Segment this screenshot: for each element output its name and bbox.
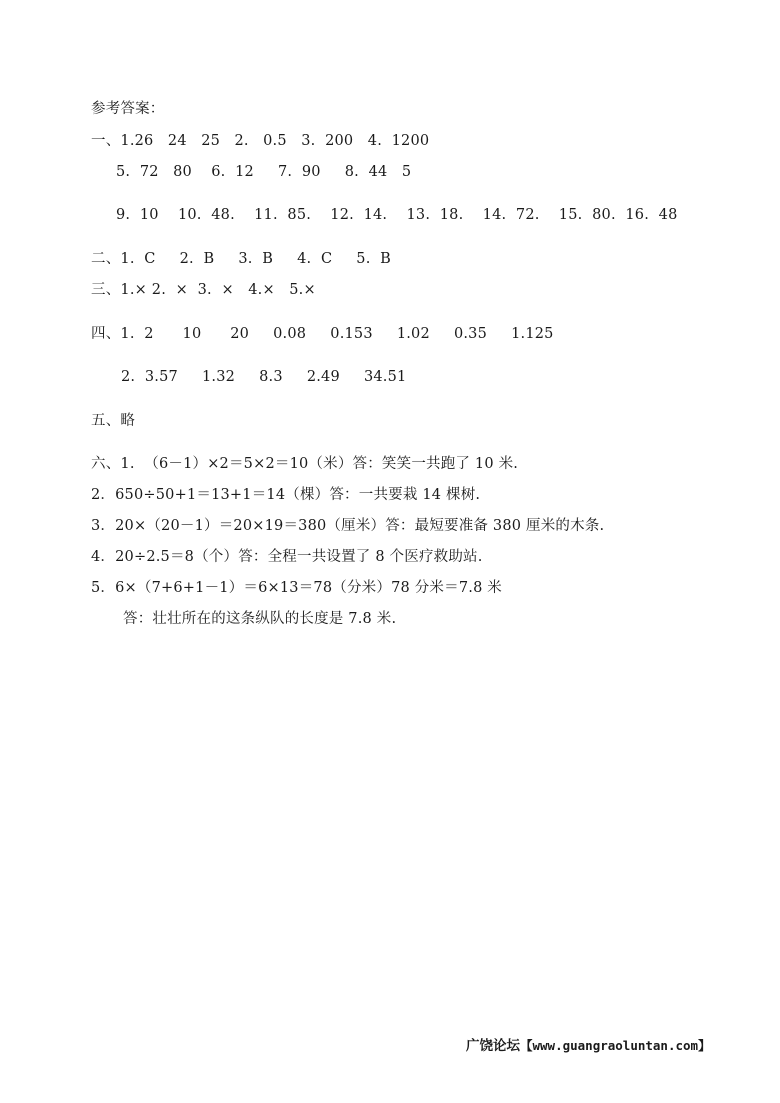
answer-key-heading: 参考答案： (91, 101, 165, 117)
section-5-answer: 五、略 (91, 413, 136, 429)
section-4-row-1: 四、1. 2 10 20 0.08 0.153 1.02 0.35 1.125 (91, 326, 554, 342)
section-6-question-2: 2．650÷50+1＝13+1＝14（棵）答：一共要栽 14 棵树. (91, 487, 481, 503)
section-2-answers: 二、1. C 2. B 3. B 4. C 5. B (91, 251, 392, 267)
footer-url: 【www.guangraoluntan.com】 (520, 1038, 711, 1053)
section-6-question-1: 六、1. （6－1）×2＝5×2＝10（米）答：笑笑一共跑了 10 米. (91, 456, 519, 472)
section-1-row-2: 5. 72 80 6. 12 7. 90 8. 44 5 (116, 164, 412, 180)
section-6-question-3: 3．20×（20－1）＝20×19＝380（厘米）答：最短要准备 380 厘米的木条. (91, 518, 605, 534)
section-3-answers: 三、1.× 2. × 3. × 4.× 5.× (91, 282, 316, 298)
section-4-row-2: 2. 3.57 1.32 8.3 2.49 34.51 (121, 369, 407, 385)
footer-watermark (466, 1036, 711, 1056)
section-6-question-5: 5．6×（7+6+1－1）＝6×13＝78（分米）78 分米＝7.8 米 (91, 580, 503, 596)
section-6-question-5-answer: 答：壮壮所在的这条纵队的长度是 7.8 米. (123, 611, 397, 627)
section-6-question-4: 4．20÷2.5＝8（个）答：全程一共设置了 8 个医疗救助站. (91, 549, 483, 565)
section-1-row-3: 9. 10 10. 48. 11. 85. 12. 14. 13. 18. 14. 72. 15. 80. 16. 48 (116, 207, 678, 223)
section-1-row-1: 一、1.26 24 25 2. 0.5 3. 200 4. 1200 (91, 133, 430, 149)
footer-site-name: 广饶论坛 (466, 1038, 520, 1054)
